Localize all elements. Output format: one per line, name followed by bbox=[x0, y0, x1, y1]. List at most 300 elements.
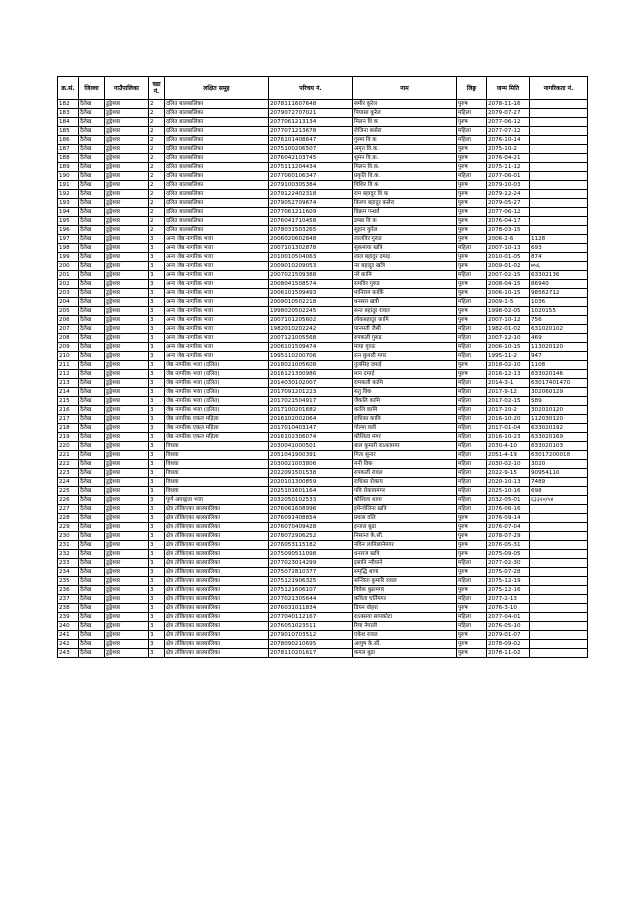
cell-municipality: डुङ्गेश्वर bbox=[105, 289, 149, 298]
cell-serial: 243 bbox=[58, 649, 79, 658]
cell-ward: 3 bbox=[149, 640, 165, 649]
cell-citizenship-number bbox=[530, 181, 588, 190]
table-row bbox=[58, 451, 588, 460]
cell-serial: 191 bbox=[58, 181, 79, 190]
cell-target-group: क्षेत्र तोकिएका बालबालिका bbox=[165, 514, 269, 523]
cell-name: लाल बहादुर दमाइ bbox=[353, 253, 457, 262]
table-row bbox=[58, 307, 588, 316]
cell-birth-date: 2076-07-04 bbox=[487, 523, 530, 532]
cell-citizenship-number: 112030120 bbox=[530, 415, 588, 424]
cell-ward: 3 bbox=[149, 577, 165, 586]
cell-target-group: दलित बालबालिका bbox=[165, 136, 269, 145]
cell-serial: 209 bbox=[58, 343, 79, 352]
cell-district: दैलेख bbox=[79, 244, 105, 253]
cell-name: कौशिला मगर bbox=[353, 433, 457, 442]
cell-district: दैलेख bbox=[79, 172, 105, 181]
cell-target-group: जेष्ठ नागरिक भत्ता (दलित) bbox=[165, 397, 269, 406]
cell-municipality: डुङ्गेश्वर bbox=[105, 424, 149, 433]
cell-id-number: 2076061608996 bbox=[269, 505, 353, 514]
table-row bbox=[58, 496, 588, 505]
cell-serial: 226 bbox=[58, 496, 79, 505]
cell-name: राधिका रोकाय bbox=[353, 478, 457, 487]
cell-district: दैलेख bbox=[79, 433, 105, 442]
cell-birth-date: 2078-03-15 bbox=[487, 226, 530, 235]
cell-gender: पुरुष bbox=[457, 118, 487, 127]
cell-target-group: विधवा bbox=[165, 469, 269, 478]
cell-ward: 2 bbox=[149, 199, 165, 208]
table-row bbox=[58, 145, 588, 154]
cell-ward: 3 bbox=[149, 622, 165, 631]
cell-birth-date: 2017-01-04 bbox=[487, 424, 530, 433]
cell-target-group: दलित बालबालिका bbox=[165, 199, 269, 208]
header-gender: लिङ्ग bbox=[457, 77, 487, 100]
cell-birth-date: 2077-07-12 bbox=[487, 127, 530, 136]
cell-id-number: 2025101601164 bbox=[269, 487, 353, 496]
cell-municipality: डुङ्गेश्वर bbox=[105, 550, 149, 559]
cell-municipality: डुङ्गेश्वर bbox=[105, 343, 149, 352]
cell-district: दैलेख bbox=[79, 325, 105, 334]
cell-serial: 240 bbox=[58, 622, 79, 631]
cell-serial: 193 bbox=[58, 199, 79, 208]
table-row bbox=[58, 577, 588, 586]
table-row bbox=[58, 289, 588, 298]
cell-citizenship-number bbox=[530, 577, 588, 586]
cell-district: दैलेख bbox=[79, 226, 105, 235]
cell-district: दैलेख bbox=[79, 397, 105, 406]
cell-serial: 184 bbox=[58, 118, 79, 127]
cell-birth-date: 2076-04-21 bbox=[487, 154, 530, 163]
cell-citizenship-number bbox=[530, 568, 588, 577]
cell-ward: 3 bbox=[149, 424, 165, 433]
table-row bbox=[58, 523, 588, 532]
cell-gender: महिला bbox=[457, 172, 487, 181]
cell-gender: पुरुष bbox=[457, 541, 487, 550]
cell-birth-date: 2078-11-02 bbox=[487, 649, 530, 658]
cell-municipality: डुङ्गेश्वर bbox=[105, 307, 149, 316]
cell-citizenship-number: 693 bbox=[530, 244, 588, 253]
cell-target-group: अन्य जेष्ठ नागरिक भत्ता bbox=[165, 316, 269, 325]
cell-name: सुहान कुरेल bbox=[353, 226, 457, 235]
cell-citizenship-number bbox=[530, 523, 588, 532]
cell-serial: 231 bbox=[58, 541, 79, 550]
beneficiary-sheet bbox=[57, 76, 587, 658]
cell-serial: 198 bbox=[58, 244, 79, 253]
cell-target-group: क्षेत्र तोकिएका बालबालिका bbox=[165, 640, 269, 649]
cell-serial: 208 bbox=[58, 334, 79, 343]
cell-municipality: डुङ्गेश्वर bbox=[105, 244, 149, 253]
cell-municipality: डुङ्गेश्वर bbox=[105, 271, 149, 280]
cell-gender: महिला bbox=[457, 442, 487, 451]
cell-ward: 3 bbox=[149, 532, 165, 541]
cell-serial: 223 bbox=[58, 469, 79, 478]
cell-name: जैकलि कामि bbox=[353, 397, 457, 406]
cell-ward: 3 bbox=[149, 604, 165, 613]
cell-target-group: क्षेत्र तोकिएका बालबालिका bbox=[165, 568, 269, 577]
cell-name: नविन लामिछानेमगर bbox=[353, 541, 457, 550]
cell-gender: महिला bbox=[457, 433, 487, 442]
cell-citizenship-number: 1036 bbox=[530, 298, 588, 307]
cell-gender: महिला bbox=[457, 496, 487, 505]
cell-gender: महिला bbox=[457, 415, 487, 424]
cell-municipality: डुङ्गेश्वर bbox=[105, 496, 149, 505]
cell-citizenship-number: 98562712 bbox=[530, 289, 588, 298]
cell-target-group: क्षेत्र तोकिएका बालबालिका bbox=[165, 604, 269, 613]
cell-serial: 239 bbox=[58, 613, 79, 622]
cell-municipality: डुङ्गेश्वर bbox=[105, 523, 149, 532]
cell-gender: पुरुष bbox=[457, 154, 487, 163]
cell-name: गोल्मा वली bbox=[353, 424, 457, 433]
table-row bbox=[58, 487, 588, 496]
cell-gender: पुरुष bbox=[457, 316, 487, 325]
cell-ward: 3 bbox=[149, 523, 165, 532]
cell-name: राऽक्सया सापकोटा bbox=[353, 613, 457, 622]
cell-citizenship-number bbox=[530, 649, 588, 658]
cell-municipality: डुङ्गेश्वर bbox=[105, 433, 149, 442]
cell-name: आयुष के.सी. bbox=[353, 640, 457, 649]
cell-name: विक्रम गन्धर्व bbox=[353, 208, 457, 217]
cell-ward: 3 bbox=[149, 586, 165, 595]
cell-serial: 236 bbox=[58, 586, 79, 595]
cell-target-group: अन्य जेष्ठ नागरिक भत्ता bbox=[165, 343, 269, 352]
cell-municipality: डुङ्गेश्वर bbox=[105, 199, 149, 208]
cell-ward: 3 bbox=[149, 649, 165, 658]
cell-birth-date: 2076-05-31 bbox=[487, 541, 530, 550]
cell-municipality: डुङ्गेश्वर bbox=[105, 460, 149, 469]
cell-municipality: डुङ्गेश्वर bbox=[105, 442, 149, 451]
cell-id-number: 2075090511098 bbox=[269, 550, 353, 559]
header-birth-date: जन्म मिति bbox=[487, 77, 530, 100]
cell-birth-date: 2014-3-1 bbox=[487, 379, 530, 388]
cell-ward: 2 bbox=[149, 190, 165, 199]
cell-birth-date: 2018-02-10 bbox=[487, 361, 530, 370]
cell-birth-date: 2078-09-02 bbox=[487, 640, 530, 649]
cell-district: दैलेख bbox=[79, 505, 105, 514]
table-row bbox=[58, 325, 588, 334]
cell-citizenship-number bbox=[530, 595, 588, 604]
cell-district: दैलेख bbox=[79, 631, 105, 640]
cell-birth-date: 1998-02-05 bbox=[487, 307, 530, 316]
cell-id-number: 2051041900391 bbox=[269, 451, 353, 460]
cell-municipality: डुङ्गेश्वर bbox=[105, 415, 149, 424]
cell-citizenship-number: 7489 bbox=[530, 478, 588, 487]
cell-gender: महिला bbox=[457, 334, 487, 343]
cell-target-group: अन्य जेष्ठ नागरिक भत्ता bbox=[165, 280, 269, 289]
cell-gender: महिला bbox=[457, 469, 487, 478]
cell-gender: पुरुष bbox=[457, 199, 487, 208]
cell-serial: 207 bbox=[58, 325, 79, 334]
cell-name: एकेश रावल bbox=[353, 631, 457, 640]
cell-ward: 3 bbox=[149, 298, 165, 307]
cell-target-group: क्षेत्र तोकिएका बालबालिका bbox=[165, 550, 269, 559]
cell-name: शुमन वि.क. bbox=[353, 154, 457, 163]
cell-municipality: डुङ्गेश्वर bbox=[105, 505, 149, 514]
cell-target-group: जेष्ठ नागरिक भत्ता (दलित) bbox=[165, 388, 269, 397]
cell-birth-date: 2032-05-01 bbox=[487, 496, 530, 505]
cell-citizenship-number: 1128 bbox=[530, 235, 588, 244]
cell-citizenship-number: 756 bbox=[530, 316, 588, 325]
cell-ward: 3 bbox=[149, 595, 165, 604]
header-name: नाम bbox=[353, 77, 457, 100]
cell-serial: 182 bbox=[58, 100, 79, 109]
table-row bbox=[58, 397, 588, 406]
table-row bbox=[58, 622, 588, 631]
cell-district: दैलेख bbox=[79, 163, 105, 172]
cell-id-number: 2017100201682 bbox=[269, 406, 353, 415]
table-row bbox=[58, 460, 588, 469]
cell-id-number: 2078090210695 bbox=[269, 640, 353, 649]
cell-district: दैलेख bbox=[79, 343, 105, 352]
cell-target-group: दलित बालबालिका bbox=[165, 226, 269, 235]
cell-id-number: 2078111607648 bbox=[269, 100, 353, 109]
cell-name: रिया नेपाली bbox=[353, 622, 457, 631]
table-row bbox=[58, 316, 588, 325]
table-row bbox=[58, 244, 588, 253]
cell-ward: 3 bbox=[149, 325, 165, 334]
cell-ward: 2 bbox=[149, 154, 165, 163]
cell-birth-date: 2077-02-30 bbox=[487, 559, 530, 568]
cell-target-group: जेष्ठ नागरिक भत्ता (दलित) bbox=[165, 370, 269, 379]
cell-id-number: 2022091501538 bbox=[269, 469, 353, 478]
table-row bbox=[58, 208, 588, 217]
table-row bbox=[58, 118, 588, 127]
cell-citizenship-number bbox=[530, 532, 588, 541]
cell-gender: पुरुष bbox=[457, 145, 487, 154]
table-row bbox=[58, 136, 588, 145]
cell-municipality: डुङ्गेश्वर bbox=[105, 172, 149, 181]
cell-district: दैलेख bbox=[79, 487, 105, 496]
cell-target-group: जेष्ठ नागरिक एकल महिला bbox=[165, 424, 269, 433]
cell-municipality: डुङ्गेश्वर bbox=[105, 595, 149, 604]
cell-citizenship-number: ७५६ bbox=[530, 262, 588, 271]
cell-ward: 2 bbox=[149, 100, 165, 109]
cell-gender: महिला bbox=[457, 127, 487, 136]
cell-target-group: दलित बालबालिका bbox=[165, 154, 269, 163]
cell-name: कमल बुढा bbox=[353, 649, 457, 658]
cell-target-group: अन्य जेष्ठ नागरिक भत्ता bbox=[165, 253, 269, 262]
table-row bbox=[58, 469, 588, 478]
cell-name: प्रकृति वि.क. bbox=[353, 172, 457, 181]
cell-serial: 220 bbox=[58, 442, 79, 451]
cell-gender: महिला bbox=[457, 352, 487, 361]
cell-birth-date: 1982-01-02 bbox=[487, 325, 530, 334]
cell-citizenship-number bbox=[530, 118, 588, 127]
cell-district: दैलेख bbox=[79, 388, 105, 397]
cell-birth-date: 2079-05-27 bbox=[487, 199, 530, 208]
cell-ward: 3 bbox=[149, 568, 165, 577]
cell-gender: पुरुष bbox=[457, 307, 487, 316]
cell-district: दैलेख bbox=[79, 460, 105, 469]
table-row bbox=[58, 649, 588, 658]
cell-target-group: अन्य जेष्ठ नागरिक भत्ता bbox=[165, 325, 269, 334]
cell-target-group: क्षेत्र तोकिएका बालबालिका bbox=[165, 559, 269, 568]
cell-target-group: अन्य जेष्ठ नागरिक भत्ता bbox=[165, 352, 269, 361]
cell-ward: 3 bbox=[149, 334, 165, 343]
cell-ward: 3 bbox=[149, 253, 165, 262]
table-row bbox=[58, 352, 588, 361]
cell-name: सतु विक bbox=[353, 388, 457, 397]
cell-ward: 2 bbox=[149, 172, 165, 181]
table-row bbox=[58, 343, 588, 352]
cell-gender: पुरुष bbox=[457, 361, 487, 370]
cell-name: कालि कामि bbox=[353, 406, 457, 415]
cell-citizenship-number: ६३३२०/५४ bbox=[530, 496, 588, 505]
cell-id-number: 2078031503265 bbox=[269, 226, 353, 235]
cell-id-number: 2017010403147 bbox=[269, 424, 353, 433]
beneficiary-table bbox=[57, 76, 588, 658]
cell-gender: पुरुष bbox=[457, 289, 487, 298]
cell-district: दैलेख bbox=[79, 109, 105, 118]
cell-name: समृद्धि थापा bbox=[353, 568, 457, 577]
cell-target-group: क्षेत्र तोकिएका बालबालिका bbox=[165, 577, 269, 586]
header-id-number: परिचय नं. bbox=[269, 77, 353, 100]
cell-name: मानिराम कार्कि bbox=[353, 289, 457, 298]
cell-district: दैलेख bbox=[79, 649, 105, 658]
cell-serial: 197 bbox=[58, 235, 79, 244]
cell-serial: 213 bbox=[58, 379, 79, 388]
cell-citizenship-number: 63302136 bbox=[530, 271, 588, 280]
cell-citizenship-number bbox=[530, 631, 588, 640]
cell-gender: महिला bbox=[457, 325, 487, 334]
cell-ward: 3 bbox=[149, 433, 165, 442]
cell-citizenship-number: 589 bbox=[530, 397, 588, 406]
table-row bbox=[58, 541, 588, 550]
cell-birth-date: 2016-10-23 bbox=[487, 433, 530, 442]
cell-birth-date: 2079-01-07 bbox=[487, 631, 530, 640]
cell-ward: 2 bbox=[149, 217, 165, 226]
cell-gender: पुरुष bbox=[457, 181, 487, 190]
cell-id-number: 2017091201223 bbox=[269, 388, 353, 397]
cell-target-group: दलित बालबालिका bbox=[165, 172, 269, 181]
table-row bbox=[58, 109, 588, 118]
cell-ward: 3 bbox=[149, 316, 165, 325]
cell-serial: 185 bbox=[58, 127, 79, 136]
cell-citizenship-number bbox=[530, 514, 588, 523]
table-row bbox=[58, 172, 588, 181]
cell-ward: 3 bbox=[149, 505, 165, 514]
cell-target-group: क्षेत्र तोकिएका बालबालिका bbox=[165, 523, 269, 532]
cell-id-number: 2017021504917 bbox=[269, 397, 353, 406]
cell-district: दैलेख bbox=[79, 118, 105, 127]
cell-citizenship-number bbox=[530, 640, 588, 649]
cell-target-group: क्षेत्र तोकिएका बालबालिका bbox=[165, 586, 269, 595]
cell-id-number: 2076041710458 bbox=[269, 217, 353, 226]
cell-id-number: 2016102002064 bbox=[269, 415, 353, 424]
cell-citizenship-number bbox=[530, 622, 588, 631]
cell-name: धनसरा खत्री bbox=[353, 298, 457, 307]
cell-birth-date: 2076-3-10 bbox=[487, 604, 530, 613]
cell-district: दैलेख bbox=[79, 127, 105, 136]
cell-name: विशिर वि क bbox=[353, 181, 457, 190]
cell-ward: 3 bbox=[149, 262, 165, 271]
cell-birth-date: 2075-11-12 bbox=[487, 163, 530, 172]
cell-name: निसान्त के.सी. bbox=[353, 532, 457, 541]
cell-citizenship-number bbox=[530, 127, 588, 136]
table-row bbox=[58, 640, 588, 649]
cell-district: दैलेख bbox=[79, 280, 105, 289]
cell-serial: 227 bbox=[58, 505, 79, 514]
cell-municipality: डुङ्गेश्वर bbox=[105, 217, 149, 226]
cell-municipality: डुङ्गेश्वर bbox=[105, 541, 149, 550]
table-row bbox=[58, 595, 588, 604]
cell-district: दैलेख bbox=[79, 541, 105, 550]
cell-district: दैलेख bbox=[79, 442, 105, 451]
cell-ward: 3 bbox=[149, 280, 165, 289]
cell-ward: 3 bbox=[149, 631, 165, 640]
cell-municipality: डुङ्गेश्वर bbox=[105, 622, 149, 631]
cell-name: अमृत वि.क. bbox=[353, 145, 457, 154]
cell-gender: पुरुष bbox=[457, 523, 487, 532]
cell-id-number: 2030041000501 bbox=[269, 442, 353, 451]
cell-gender: महिला bbox=[457, 109, 487, 118]
cell-id-number: 2009010502218 bbox=[269, 298, 353, 307]
cell-district: दैलेख bbox=[79, 568, 105, 577]
cell-birth-date: 2007-12-10 bbox=[487, 334, 530, 343]
cell-district: दैलेख bbox=[79, 559, 105, 568]
cell-ward: 3 bbox=[149, 379, 165, 388]
cell-serial: 210 bbox=[58, 352, 79, 361]
cell-target-group: अन्य जेष्ठ नागरिक भत्ता bbox=[165, 307, 269, 316]
cell-ward: 3 bbox=[149, 415, 165, 424]
cell-target-group: क्षेत्र तोकिएका बालबालिका bbox=[165, 649, 269, 658]
cell-birth-date: 1995-11-2 bbox=[487, 352, 530, 361]
cell-municipality: डुङ्गेश्वर bbox=[105, 604, 149, 613]
cell-serial: 232 bbox=[58, 550, 79, 559]
cell-birth-date: 2075-07-28 bbox=[487, 568, 530, 577]
cell-target-group: अन्य जेष्ठ नागरिक भत्ता bbox=[165, 289, 269, 298]
cell-id-number: 2018021005608 bbox=[269, 361, 353, 370]
cell-target-group: जेष्ठ नागरिक एकल महिला bbox=[165, 433, 269, 442]
cell-birth-date: 2006-2-6 bbox=[487, 235, 530, 244]
cell-ward: 3 bbox=[149, 550, 165, 559]
cell-name: मिलन वि क bbox=[353, 118, 457, 127]
cell-birth-date: 2030-02-10 bbox=[487, 460, 530, 469]
header-ward: वडा नं. bbox=[149, 77, 165, 100]
cell-id-number: 2016102306074 bbox=[269, 433, 353, 442]
cell-gender: महिला bbox=[457, 595, 487, 604]
cell-district: दैलेख bbox=[79, 298, 105, 307]
cell-ward: 2 bbox=[149, 136, 165, 145]
cell-name: रामविर गुरुङ bbox=[353, 280, 457, 289]
cell-municipality: डुङ्गेश्वर bbox=[105, 487, 149, 496]
cell-birth-date: 2077-2-13 bbox=[487, 595, 530, 604]
table-row bbox=[58, 514, 588, 523]
cell-gender: पुरुष bbox=[457, 217, 487, 226]
cell-gender: पुरुष bbox=[457, 235, 487, 244]
cell-target-group: अन्य जेष्ठ नागरिक भत्ता bbox=[165, 235, 269, 244]
cell-serial: 192 bbox=[58, 190, 79, 199]
cell-ward: 3 bbox=[149, 388, 165, 397]
cell-citizenship-number: 633020146 bbox=[530, 370, 588, 379]
table-body bbox=[58, 100, 588, 658]
cell-id-number: 2078110201617 bbox=[269, 649, 353, 658]
cell-citizenship-number: 633020169 bbox=[530, 433, 588, 442]
cell-birth-date: 2075-10-2 bbox=[487, 145, 530, 154]
cell-district: दैलेख bbox=[79, 595, 105, 604]
table-row bbox=[58, 361, 588, 370]
cell-district: दैलेख bbox=[79, 253, 105, 262]
cell-name: कविता घर्तिमगर bbox=[353, 595, 457, 604]
cell-municipality: डुङ्गेश्वर bbox=[105, 163, 149, 172]
cell-target-group: दलित बालबालिका bbox=[165, 100, 269, 109]
cell-gender: महिला bbox=[457, 487, 487, 496]
cell-name: डियन वोहरा bbox=[353, 604, 457, 613]
cell-gender: पुरुष bbox=[457, 550, 487, 559]
cell-birth-date: 2077-06-12 bbox=[487, 118, 530, 127]
cell-citizenship-number: 113020120 bbox=[530, 343, 588, 352]
cell-municipality: डुङ्गेश्वर bbox=[105, 577, 149, 586]
cell-citizenship-number: 631020102 bbox=[530, 325, 588, 334]
cell-serial: 201 bbox=[58, 271, 79, 280]
